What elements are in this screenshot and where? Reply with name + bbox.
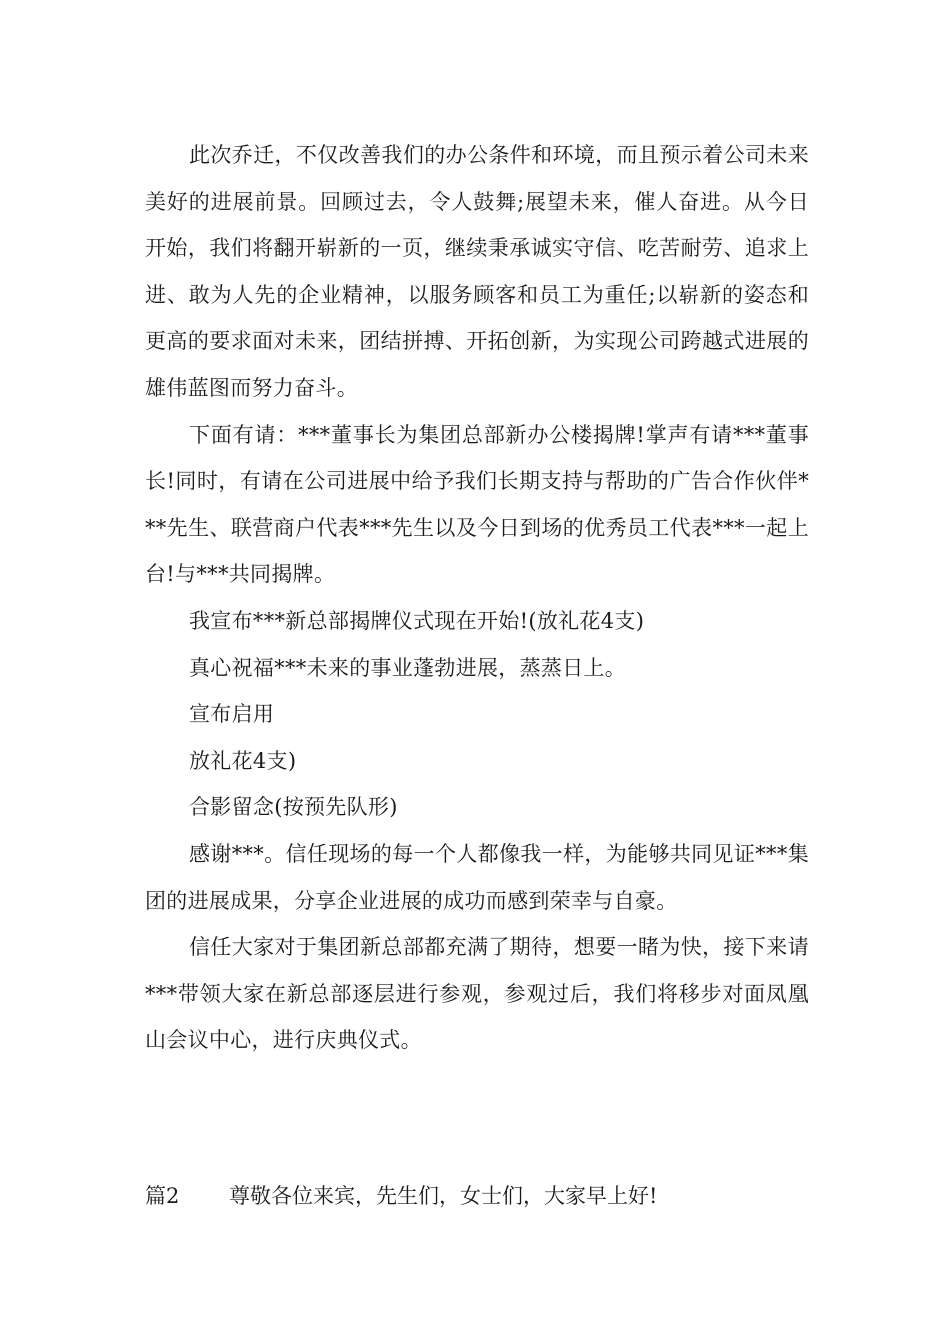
paragraph-thanks: 感谢***。信任现场的每一个人都像我一样，为能够共同见证***集团的进展成果，分享企业进展的成功而感到荣幸与自豪。 [145,841,809,913]
paragraph-blessing: 真心祝福***未来的事业蓬勃进展，蒸蒸日上。 [189,655,627,680]
paragraph-announce-use: 宣布启用 [189,702,275,727]
section-label: 篇2 [145,1184,180,1208]
paragraph-relocation: 此次乔迁，不仅改善我们的办公条件和环境，而且预示着公司未来美好的进展前景。回顾过去，令人鼓舞;展望未来，催人奋进。从今日开始，我们将翻开崭新的一页，继续秉承诚实守信、吃苦耐劳、追求上进、敢为人先的企业精神，以服务顾客和员工为重任;以崭新的姿态和更高的要求面对未来，团结拼搏、开拓创新，为实现公司跨越式进展的雄伟蓝图而努力奋斗。 [145,143,809,400]
paragraph-unveiling-invitation: 下面有请：***董事长为集团总部新办公楼揭牌!掌声有请***董事长!同时，有请在公司进展中给予我们长期支持与帮助的广告合作伙伴***先生、联营商户代表***先生以及今日到场的优秀员工代表***一起上台!与***共同揭牌。 [145,422,809,587]
document-body [145,132,809,1064]
paragraph-ceremony-start: 我宣布***新总部揭牌仪式现在开始!(放礼花4支) [189,608,645,633]
section-opening-text: 尊敬各位来宾，先生们，女士们，大家早上好! [229,1184,658,1208]
section-heading [145,1173,657,1219]
paragraph-fireworks: 放礼花4支) [189,748,297,773]
paragraph-tour: 信任大家对于集团新总部都充满了期待，想要一睹为快，接下来请***带领大家在新总部逐层进行参观，参观过后，我们将移步对面凤凰山会议中心，进行庆典仪式。 [145,935,809,1053]
paragraph-group-photo: 合影留念(按预先队形) [189,795,398,820]
